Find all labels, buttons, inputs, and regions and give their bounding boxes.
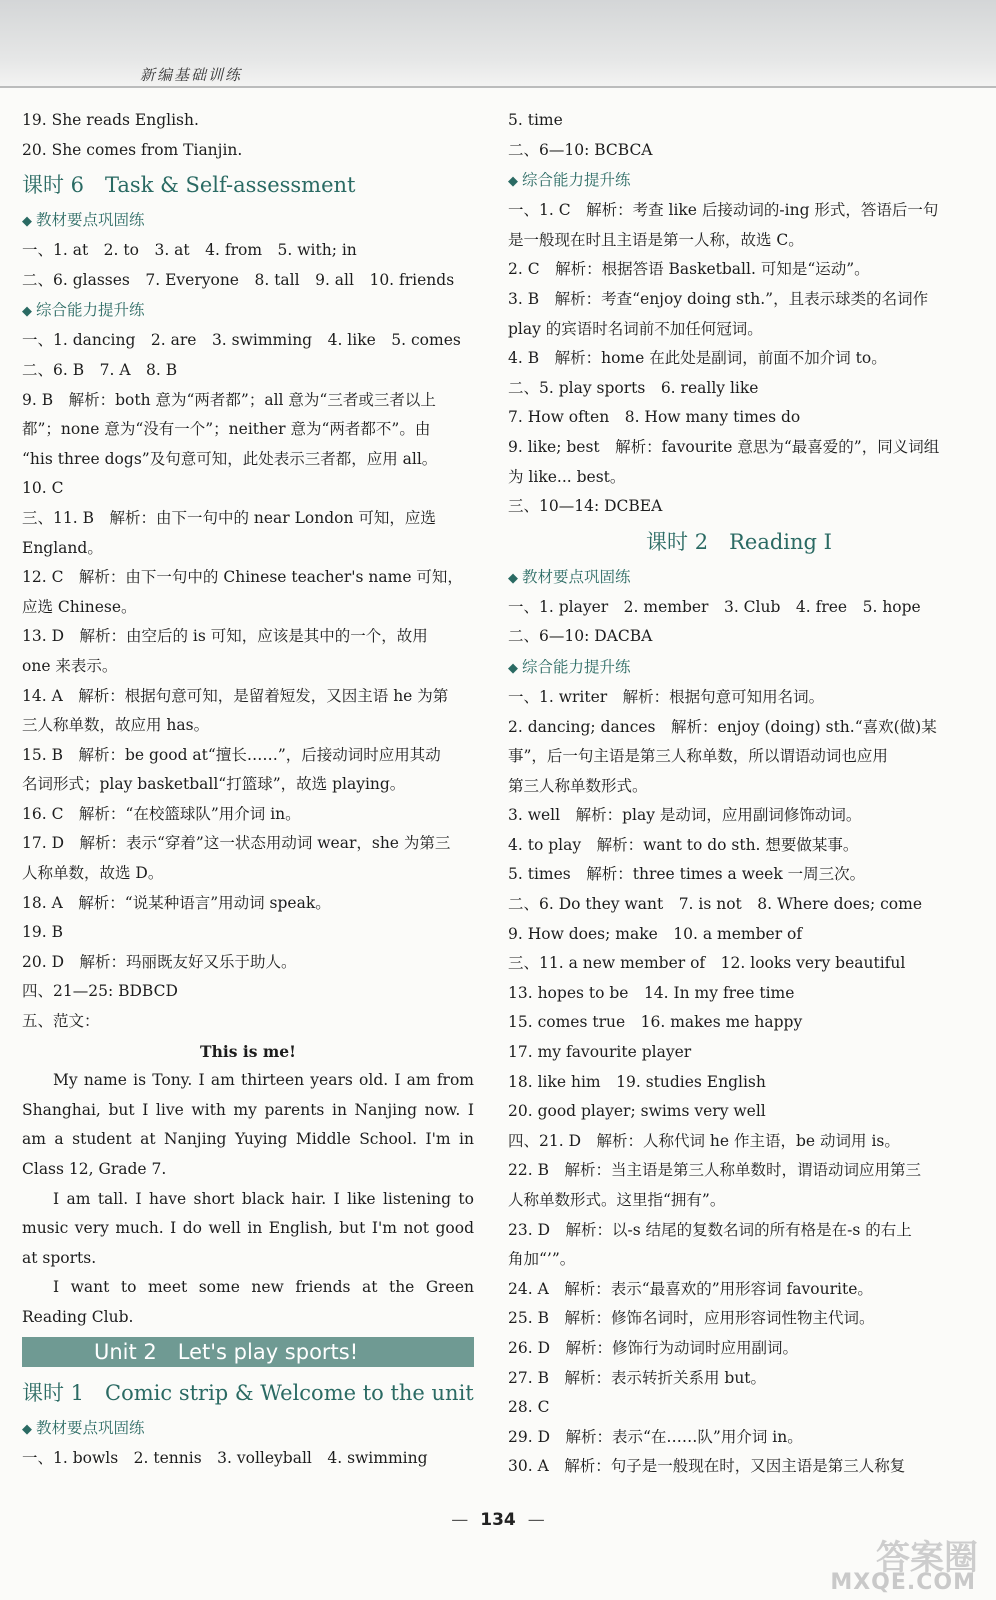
page-footer — [0, 1510, 996, 1530]
section-heading-label: 综合能力提升练 — [522, 171, 631, 190]
answer-line: 一、1. C 解析：考查 like 后接动词的-ing 形式，答语后一句 — [508, 201, 939, 220]
answer-line: 27. B 解析：表示转折关系用 but。 — [508, 1368, 767, 1387]
answer-line: 二、6. Do they want 7. is not 8. Where does; come — [508, 895, 923, 914]
footer-dash-left: — — [451, 1510, 469, 1530]
section-heading-label: 教材要点巩固练 — [36, 211, 145, 230]
answer-line: 5. times 解析：three times a week 一周三次。 — [508, 865, 866, 884]
answer-line: 17. my favourite player — [508, 1043, 692, 1062]
answer-line: “his three dogs”及句意可知，此处表示三者都，应用 all。 — [22, 449, 438, 468]
diamond-icon: ◆ — [22, 214, 32, 230]
answer-line: 三人称单数，故应用 has。 — [22, 716, 210, 735]
answer-line: 23. D 解析：以-s 结尾的复数名词的所有格是在-s 的右上 — [508, 1220, 912, 1239]
diamond-icon: ◆ — [508, 570, 518, 586]
answer-line: 25. B 解析：修饰名词时，应用形容词性物主代词。 — [508, 1309, 875, 1328]
answer-line: 是一般现在时且主语是第一人称，故选 C。 — [508, 230, 804, 249]
answer-line: 20. She comes from Tianjin. — [22, 140, 243, 159]
answer-line: 10. C — [22, 479, 64, 498]
answer-line: 人称单数，故选 D。 — [22, 864, 164, 883]
section-heading — [22, 1413, 474, 1444]
answer-line: 四、21. D 解析：人称代词 he 作主语，be 动词用 is。 — [508, 1131, 900, 1150]
answer-line: 14. A 解析：根据句意可知，是留着短发，又因主语 he 为第 — [22, 686, 449, 705]
answer-line: 一、1. dancing 2. are 3. swimming 4. like 5. comes — [22, 331, 461, 350]
answer-line: 二、6—10: BCBCA — [508, 140, 653, 159]
answer-line: play 的宾语时名词前不加任何冠词。 — [508, 319, 763, 338]
answer-line: 13. hopes to be 14. In my free time — [508, 983, 795, 1002]
answer-line: 7. How often 8. How many times do — [508, 408, 801, 427]
answer-line: 18. like him 19. studies English — [508, 1072, 766, 1091]
section-heading — [22, 205, 474, 236]
diamond-icon: ◆ — [22, 1421, 32, 1437]
answer-line: 29. D 解析：表示“在……队”用介词 in。 — [508, 1427, 803, 1446]
answer-line: 18. A 解析：“说某种语言”用动词 speak。 — [22, 893, 331, 912]
lesson-title: 课时 1 Comic strip & Welcome to the unit — [22, 1380, 474, 1405]
diamond-icon: ◆ — [508, 660, 518, 676]
section-heading — [508, 652, 970, 683]
answer-line: 人称单数形式。这里指“拥有”。 — [508, 1191, 726, 1209]
section-heading-label: 综合能力提升练 — [522, 657, 631, 676]
essay-title: This is me! — [200, 1041, 296, 1061]
answer-line: 一、1. writer 解析：根据句意可知用名词。 — [508, 687, 825, 706]
answer-line: 为 like... best。 — [508, 467, 626, 486]
diamond-icon: ◆ — [22, 304, 32, 320]
answer-line: 都”；none 意为“没有一个”；neither 意为“两者都不”。由 — [22, 420, 431, 439]
watermark-site: MXQE.COM — [830, 1570, 976, 1595]
answer-line: 三、11. a new member of 12. looks very beautiful — [508, 954, 906, 973]
answer-line: 13. D 解析：由空后的 is 可知，应该是其中的一个，故用 — [22, 627, 428, 646]
answer-line: 15. comes true 16. makes me happy — [508, 1013, 803, 1032]
answer-line: 名词形式；play basketball“打篮球”，故选 playing。 — [22, 775, 406, 794]
answer-line: 20. good player; swims very well — [508, 1102, 766, 1121]
section-heading-label: 教材要点巩固练 — [522, 567, 631, 586]
answer-line: 四、21—25: BDBCD — [22, 982, 178, 1001]
answer-line: 2. C 解析：根据答语 Basketball. 可知是“运动”。 — [508, 260, 870, 279]
essay-paragraph: I am tall. I have short black hair. I like listening to music very much. I do well in English, but I'm not good at sports. — [22, 1189, 474, 1267]
book-title: 新编基础训练 — [140, 66, 243, 84]
answer-line: 第三人称单数形式。 — [508, 776, 648, 795]
answer-line: 5. time — [508, 111, 563, 129]
answer-line: 16. C 解析：“在校篮球队”用介词 in。 — [22, 804, 301, 823]
answer-line: England。 — [22, 538, 103, 557]
answer-line: 五、范文： — [22, 1012, 100, 1031]
section-heading — [508, 165, 970, 196]
answer-line: 二、6. B 7. A 8. B — [22, 360, 178, 379]
answer-line: 应选 Chinese。 — [22, 597, 137, 616]
lesson-title: 课时 6 Task & Self-assessment — [22, 173, 356, 198]
answer-line: 9. like; best 解析：favourite 意思为“最喜爱的”，同义词组 — [508, 437, 940, 456]
section-heading-label: 教材要点巩固练 — [36, 1418, 145, 1437]
answer-line: 角加“’”。 — [508, 1250, 576, 1269]
answer-line: 30. A 解析：句子是一般现在时，又因主语是第三人称复 — [508, 1457, 906, 1476]
answer-line: 二、6—10: DACBA — [508, 627, 653, 646]
answer-line: 3. B 解析：考查“enjoy doing sth.”，且表示球类的名词作 — [508, 289, 929, 308]
footer-dash-right: — — [527, 1510, 545, 1530]
lesson-title: 课时 2 Reading Ⅰ — [646, 529, 832, 554]
answer-line: 17. D 解析：表示“穿着”这一状态用动词 wear，she 为第三 — [22, 834, 451, 853]
page-number: 134 — [480, 1510, 516, 1530]
diamond-icon: ◆ — [508, 174, 518, 190]
unit-title: Unit 2 Let's play sports! — [22, 1337, 474, 1367]
answer-line: 4. B 解析：home 在此处是副词，前面不加介词 to。 — [508, 349, 887, 368]
answer-line: 三、11. B 解析：由下一句中的 near London 可知，应选 — [22, 508, 436, 527]
answer-line: 19. She reads English. — [22, 111, 199, 129]
watermark-logo: 答案圈 — [876, 1538, 978, 1578]
section-heading — [508, 562, 970, 593]
answer-line: 2. dancing; dances 解析：enjoy (doing) sth.“喜欢(做)某 — [508, 717, 937, 736]
answer-line: 15. B 解析：be good at“擅长……”，后接动词时应用其动 — [22, 745, 441, 764]
answer-line: 4. to play 解析：want to do sth. 想要做某事。 — [508, 835, 859, 854]
answer-line: 9. How does; make 10. a member of — [508, 924, 803, 943]
header-divider — [0, 86, 996, 88]
answer-line: 一、1. at 2. to 3. at 4. from 5. with; in — [22, 241, 357, 260]
answer-line: 一、1. player 2. member 3. Club 4. free 5. hope — [508, 597, 921, 616]
essay-paragraph: My name is Tony. I am thirteen years old. I am from Shanghai, but I live with my parents in Nanjing now. I am a student at Nanjing Yuying Middle School. I'm in Class 12, Grade 7. — [22, 1071, 474, 1178]
right-column — [508, 106, 970, 1482]
answer-line: 二、5. play sports 6. really like — [508, 378, 759, 397]
answer-line: 26. D 解析：修饰行为动词时应用副词。 — [508, 1338, 799, 1357]
answer-line: one 来表示。 — [22, 656, 118, 675]
answer-line: 9. B 解析：both 意为“两者都”；all 意为“三者或三者以上 — [22, 390, 436, 409]
answer-line: 22. B 解析：当主语是第三人称单数时，谓语动词应用第三 — [508, 1161, 921, 1180]
answer-line: 12. C 解析：由下一句中的 Chinese teacher's name 可知， — [22, 568, 463, 587]
answer-line: 24. A 解析：表示“最喜欢的”用形容词 favourite。 — [508, 1279, 873, 1298]
answer-line: 3. well 解析：play 是动词，应用副词修饰动词。 — [508, 806, 862, 825]
essay-paragraph: I want to meet some new friends at the Green Reading Club. — [22, 1278, 474, 1326]
section-heading-label: 综合能力提升练 — [36, 301, 145, 320]
answer-line: 三、10—14: DCBEA — [508, 497, 663, 516]
section-heading — [22, 295, 474, 326]
left-column — [22, 106, 474, 1473]
answer-line: 事”，后一句主语是第三人称单数，所以谓语动词也应用 — [508, 747, 888, 766]
answer-line: 19. B — [22, 923, 63, 942]
answer-line: 二、6. glasses 7. Everyone 8. tall 9. all 10. friends — [22, 270, 455, 289]
answer-line: 一、1. bowls 2. tennis 3. volleyball 4. swimming — [22, 1448, 428, 1467]
answer-line: 28. C — [508, 1398, 550, 1417]
answer-line: 20. D 解析：玛丽既友好又乐于助人。 — [22, 952, 297, 971]
